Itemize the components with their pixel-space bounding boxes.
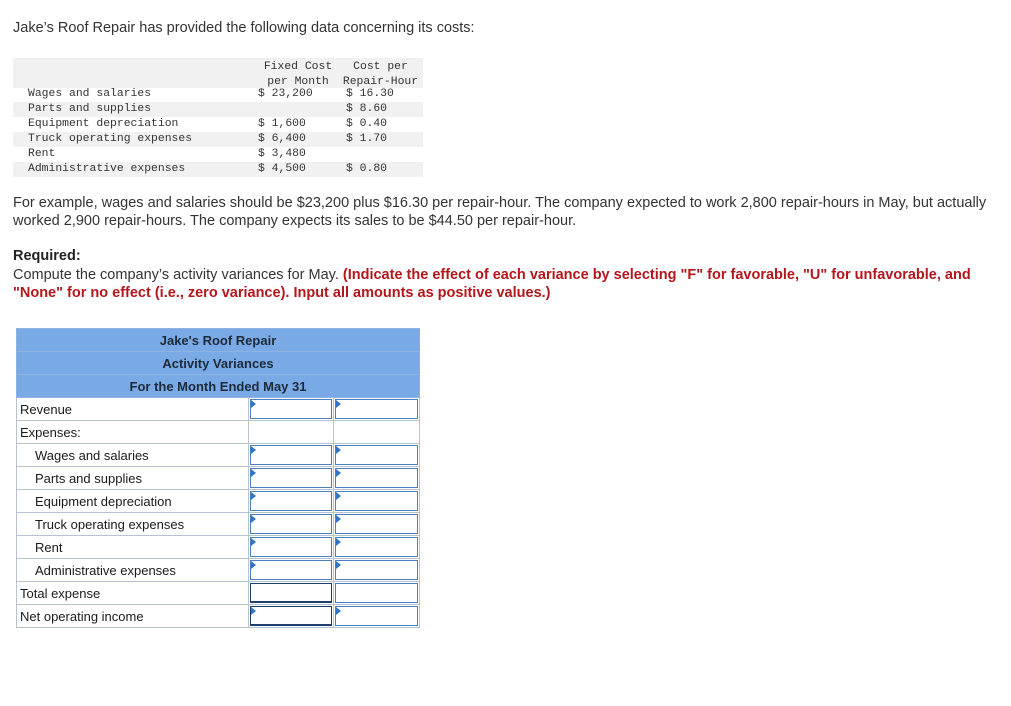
variable-cost-header-line1: Cost per <box>353 61 408 73</box>
table-row <box>17 421 420 444</box>
fixed-cost-header-line2: per Month <box>267 76 329 88</box>
row-label-expenses: Expenses: <box>17 421 249 444</box>
cost-table-header <box>13 58 423 88</box>
fixed-cost-header-line1: Fixed Cost <box>263 61 333 73</box>
row-label-admin: Administrative expenses <box>17 559 249 582</box>
activity-variances-table <box>16 328 420 628</box>
cost-row <box>13 117 423 132</box>
cost-row-variable: $ 8.60 <box>346 103 388 115</box>
row-label-truck: Truck operating expenses <box>17 513 249 536</box>
cost-row-variable: $ 1.70 <box>346 133 388 145</box>
admin-amount-input[interactable] <box>250 560 333 580</box>
cost-row <box>13 147 423 162</box>
row-label-parts: Parts and supplies <box>17 467 249 490</box>
cost-row-label: Rent <box>28 148 56 160</box>
revenue-amount-input[interactable] <box>250 399 333 419</box>
net-income-amount-input[interactable] <box>250 606 333 626</box>
cost-row-fixed <box>258 102 328 117</box>
example-paragraph: For example, wages and salaries should be $23,200 plus $16.30 per repair-hour. The company expected to work 2,800 repair-hours in May, but actually worked 2,900 repair-hours. The company expects its sales to be $44.50 per repair-hour. <box>13 195 987 229</box>
cost-row-label: Wages and salaries <box>28 88 152 100</box>
cost-row <box>13 102 423 117</box>
cost-row-variable: $ 0.80 <box>346 163 388 175</box>
total-expense-amount-input[interactable] <box>250 583 333 603</box>
wages-effect-select[interactable] <box>335 445 418 465</box>
cost-row-fixed: $ 1,600 <box>258 118 306 130</box>
dropdown-flag-icon <box>251 400 256 408</box>
cost-data-table <box>13 58 423 177</box>
table-row <box>17 605 420 628</box>
cost-row-fixed: $ 23,200 <box>258 88 313 100</box>
equipment-effect-select[interactable] <box>335 491 418 511</box>
dropdown-flag-icon <box>336 400 341 408</box>
rent-amount-input[interactable] <box>250 537 333 557</box>
dropdown-flag-icon <box>251 561 256 569</box>
row-label-net-operating-income: Net operating income <box>17 605 249 628</box>
cost-row-label: Equipment depreciation <box>28 118 179 130</box>
dropdown-flag-icon <box>251 607 256 615</box>
dropdown-flag-icon <box>251 515 256 523</box>
truck-amount-input[interactable] <box>250 514 333 534</box>
dropdown-flag-icon <box>336 492 341 500</box>
required-text: Compute the company’s activity variances for May. <box>13 267 339 283</box>
cost-row-label: Parts and supplies <box>28 103 152 115</box>
cost-row <box>13 162 423 177</box>
table-row <box>17 582 420 605</box>
parts-effect-select[interactable] <box>335 468 418 488</box>
cost-row-label: Truck operating expenses <box>28 133 193 145</box>
dropdown-flag-icon <box>251 538 256 546</box>
table-row <box>17 444 420 467</box>
admin-effect-select[interactable] <box>335 560 418 580</box>
table-row <box>17 398 420 421</box>
table-row <box>17 513 420 536</box>
variable-cost-header-line2: Repair-Hour <box>342 76 419 88</box>
dropdown-flag-icon <box>336 446 341 454</box>
dropdown-flag-icon <box>251 469 256 477</box>
cost-row <box>13 87 423 102</box>
row-label-wages: Wages and salaries <box>17 444 249 467</box>
cost-row-variable: $ 16.30 <box>346 88 394 100</box>
dropdown-flag-icon <box>336 515 341 523</box>
wages-amount-input[interactable] <box>250 445 333 465</box>
parts-amount-input[interactable] <box>250 468 333 488</box>
revenue-effect-select[interactable] <box>335 399 418 419</box>
table-title-company: Jake's Roof Repair <box>17 329 420 352</box>
intro-text: Jake’s Roof Repair has provided the following data concerning its costs: <box>13 20 475 36</box>
required-instructions <box>13 266 973 302</box>
cost-row-label: Administrative expenses <box>28 163 186 175</box>
cost-row-variable: $ 0.40 <box>346 118 388 130</box>
cost-row-fixed: $ 3,480 <box>258 148 306 160</box>
dropdown-flag-icon <box>251 492 256 500</box>
cost-row-fixed: $ 4,500 <box>258 163 306 175</box>
rent-effect-select[interactable] <box>335 537 418 557</box>
cost-row <box>13 132 423 147</box>
cost-row-variable <box>328 147 423 162</box>
dropdown-flag-icon <box>251 446 256 454</box>
table-row <box>17 559 420 582</box>
table-row <box>17 467 420 490</box>
total-expense-effect-select[interactable] <box>335 583 418 603</box>
equipment-amount-input[interactable] <box>250 491 333 511</box>
row-label-total-expense: Total expense <box>17 582 249 605</box>
dropdown-flag-icon <box>336 538 341 546</box>
required-emphasis: (Indicate the effect of each variance by selecting "F" for favorable, "U" for unfavorable, and "None" for no effect (i.e., zero variance). Input all amounts as positive values.) <box>13 267 971 301</box>
row-label-revenue: Revenue <box>17 398 249 421</box>
table-row <box>17 490 420 513</box>
row-label-rent: Rent <box>17 536 249 559</box>
dropdown-flag-icon <box>336 561 341 569</box>
row-label-equipment: Equipment depreciation <box>17 490 249 513</box>
dropdown-flag-icon <box>336 469 341 477</box>
table-title-period: For the Month Ended May 31 <box>17 375 420 398</box>
cost-row-fixed: $ 6,400 <box>258 133 306 145</box>
table-row <box>17 536 420 559</box>
dropdown-flag-icon <box>336 607 341 615</box>
required-heading: Required: <box>13 248 81 264</box>
table-title-report: Activity Variances <box>17 352 420 375</box>
truck-effect-select[interactable] <box>335 514 418 534</box>
net-income-effect-select[interactable] <box>335 606 418 626</box>
